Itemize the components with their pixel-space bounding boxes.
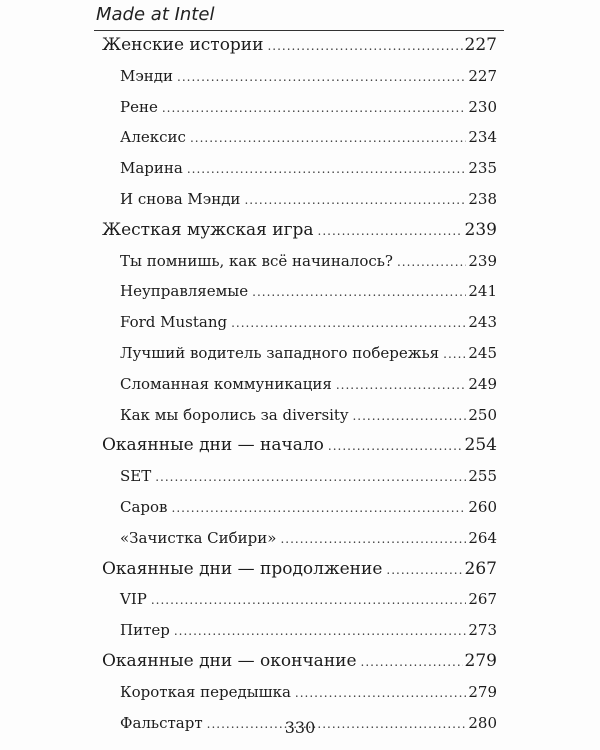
toc-entry-title: Марина bbox=[120, 159, 183, 178]
toc-entry-page: 267 bbox=[468, 590, 497, 609]
toc-entry-page: 238 bbox=[468, 189, 497, 208]
toc-entry-page: 255 bbox=[468, 467, 497, 486]
toc-entry-title: Саров bbox=[120, 497, 168, 516]
toc-section bbox=[102, 246, 497, 277]
toc-section bbox=[102, 677, 497, 708]
dot-leader bbox=[386, 555, 462, 586]
toc-entry-page: 227 bbox=[464, 35, 497, 55]
dot-leader bbox=[361, 647, 463, 678]
toc-entry-title: Жесткая мужская игра bbox=[102, 219, 314, 240]
toc-section bbox=[102, 276, 497, 307]
dot-leader bbox=[443, 339, 466, 370]
toc-entry-title: Как мы боролись за diversity bbox=[120, 405, 349, 424]
toc-entry-title: Ты помнишь, как всё начиналось? bbox=[120, 251, 393, 270]
toc-entry-title: Неуправляемые bbox=[120, 282, 249, 301]
toc-entry-page: 239 bbox=[464, 219, 497, 240]
toc-entry-page: 227 bbox=[468, 66, 497, 85]
toc-entry-page: 239 bbox=[468, 251, 497, 270]
toc-chapter bbox=[102, 30, 497, 61]
toc-section bbox=[102, 492, 497, 523]
toc-entry-title: Женские истории bbox=[102, 35, 264, 55]
toc-entry-page: 243 bbox=[468, 313, 497, 332]
dot-leader bbox=[155, 462, 466, 493]
toc-entry-title: Короткая передышка bbox=[120, 682, 291, 701]
toc-entry-page: 267 bbox=[464, 558, 497, 579]
toc-entry-page: 264 bbox=[468, 528, 497, 547]
toc-entry-page: 260 bbox=[468, 497, 497, 516]
toc-entry-title: Алексис bbox=[120, 128, 186, 147]
toc-entry-title: И снова Мэнди bbox=[120, 189, 241, 208]
dot-leader bbox=[177, 62, 466, 93]
toc-section bbox=[102, 461, 497, 492]
toc-entry-page: 249 bbox=[468, 374, 497, 393]
dot-leader bbox=[244, 185, 466, 216]
toc-entry-title: SET bbox=[120, 467, 152, 486]
dot-leader bbox=[190, 123, 466, 154]
dot-leader bbox=[336, 370, 467, 401]
dot-leader bbox=[328, 431, 463, 462]
toc-entry-title: Сломанная коммуникация bbox=[120, 374, 332, 393]
toc-section bbox=[102, 122, 497, 153]
toc-entry-title: Мэнди bbox=[120, 66, 173, 85]
toc-entry-page: 235 bbox=[468, 159, 497, 178]
toc-entry-page: 245 bbox=[468, 343, 497, 362]
toc-entry-title: VIP bbox=[120, 590, 147, 609]
toc-entry-title: Окаянные дни — продолжение bbox=[102, 558, 383, 579]
dot-leader bbox=[352, 401, 466, 432]
dot-leader bbox=[318, 216, 463, 247]
toc-entry-page: 241 bbox=[468, 282, 497, 301]
toc-entry-page: 279 bbox=[468, 682, 497, 701]
toc-section bbox=[102, 184, 497, 215]
toc-section bbox=[102, 153, 497, 184]
toc-entry-title: Питер bbox=[120, 621, 170, 640]
dot-leader bbox=[162, 93, 467, 124]
toc-entry-page: 250 bbox=[468, 405, 497, 424]
dot-leader bbox=[172, 493, 467, 524]
dot-leader bbox=[280, 524, 466, 555]
toc-entry-title: «Зачистка Сибири» bbox=[120, 528, 277, 547]
toc-section bbox=[102, 400, 497, 431]
toc-section bbox=[102, 61, 497, 92]
toc-chapter bbox=[102, 554, 497, 585]
toc-entry-page: 279 bbox=[464, 650, 497, 671]
toc-entry-title: Окаянные дни — начало bbox=[102, 435, 324, 456]
toc-entry-title: Рене bbox=[120, 97, 158, 116]
toc-entry-page: 280 bbox=[468, 713, 497, 732]
toc-chapter bbox=[102, 215, 497, 246]
table-of-contents bbox=[102, 30, 497, 738]
toc-entry-page: 230 bbox=[468, 97, 497, 116]
toc-chapter bbox=[102, 430, 497, 461]
toc-section bbox=[102, 615, 497, 646]
toc-section bbox=[102, 369, 497, 400]
dot-leader bbox=[174, 616, 467, 647]
dot-leader bbox=[295, 678, 466, 709]
toc-section bbox=[102, 338, 497, 369]
dot-leader bbox=[231, 308, 466, 339]
page-number: 330 bbox=[284, 718, 316, 737]
toc-chapter bbox=[102, 646, 497, 677]
toc-entry-page: 234 bbox=[468, 128, 497, 147]
dot-leader bbox=[151, 585, 467, 616]
toc-section bbox=[102, 523, 497, 554]
toc-section bbox=[102, 584, 497, 615]
dot-leader bbox=[187, 154, 467, 185]
toc-section bbox=[102, 92, 497, 123]
toc-entry-title: Лучший водитель западного побережья bbox=[120, 343, 440, 362]
dot-leader bbox=[397, 247, 466, 278]
toc-entry-page: 254 bbox=[464, 435, 497, 456]
running-header: Made at Intel bbox=[96, 4, 215, 25]
toc-entry-title: Ford Mustang bbox=[120, 313, 228, 332]
toc-section bbox=[102, 307, 497, 338]
toc-entry-title: Окаянные дни — окончание bbox=[102, 650, 357, 671]
dot-leader bbox=[252, 277, 466, 308]
toc-entry-title: Фальстарт bbox=[120, 713, 203, 732]
toc-entry-page: 273 bbox=[468, 621, 497, 640]
dot-leader bbox=[267, 31, 462, 62]
